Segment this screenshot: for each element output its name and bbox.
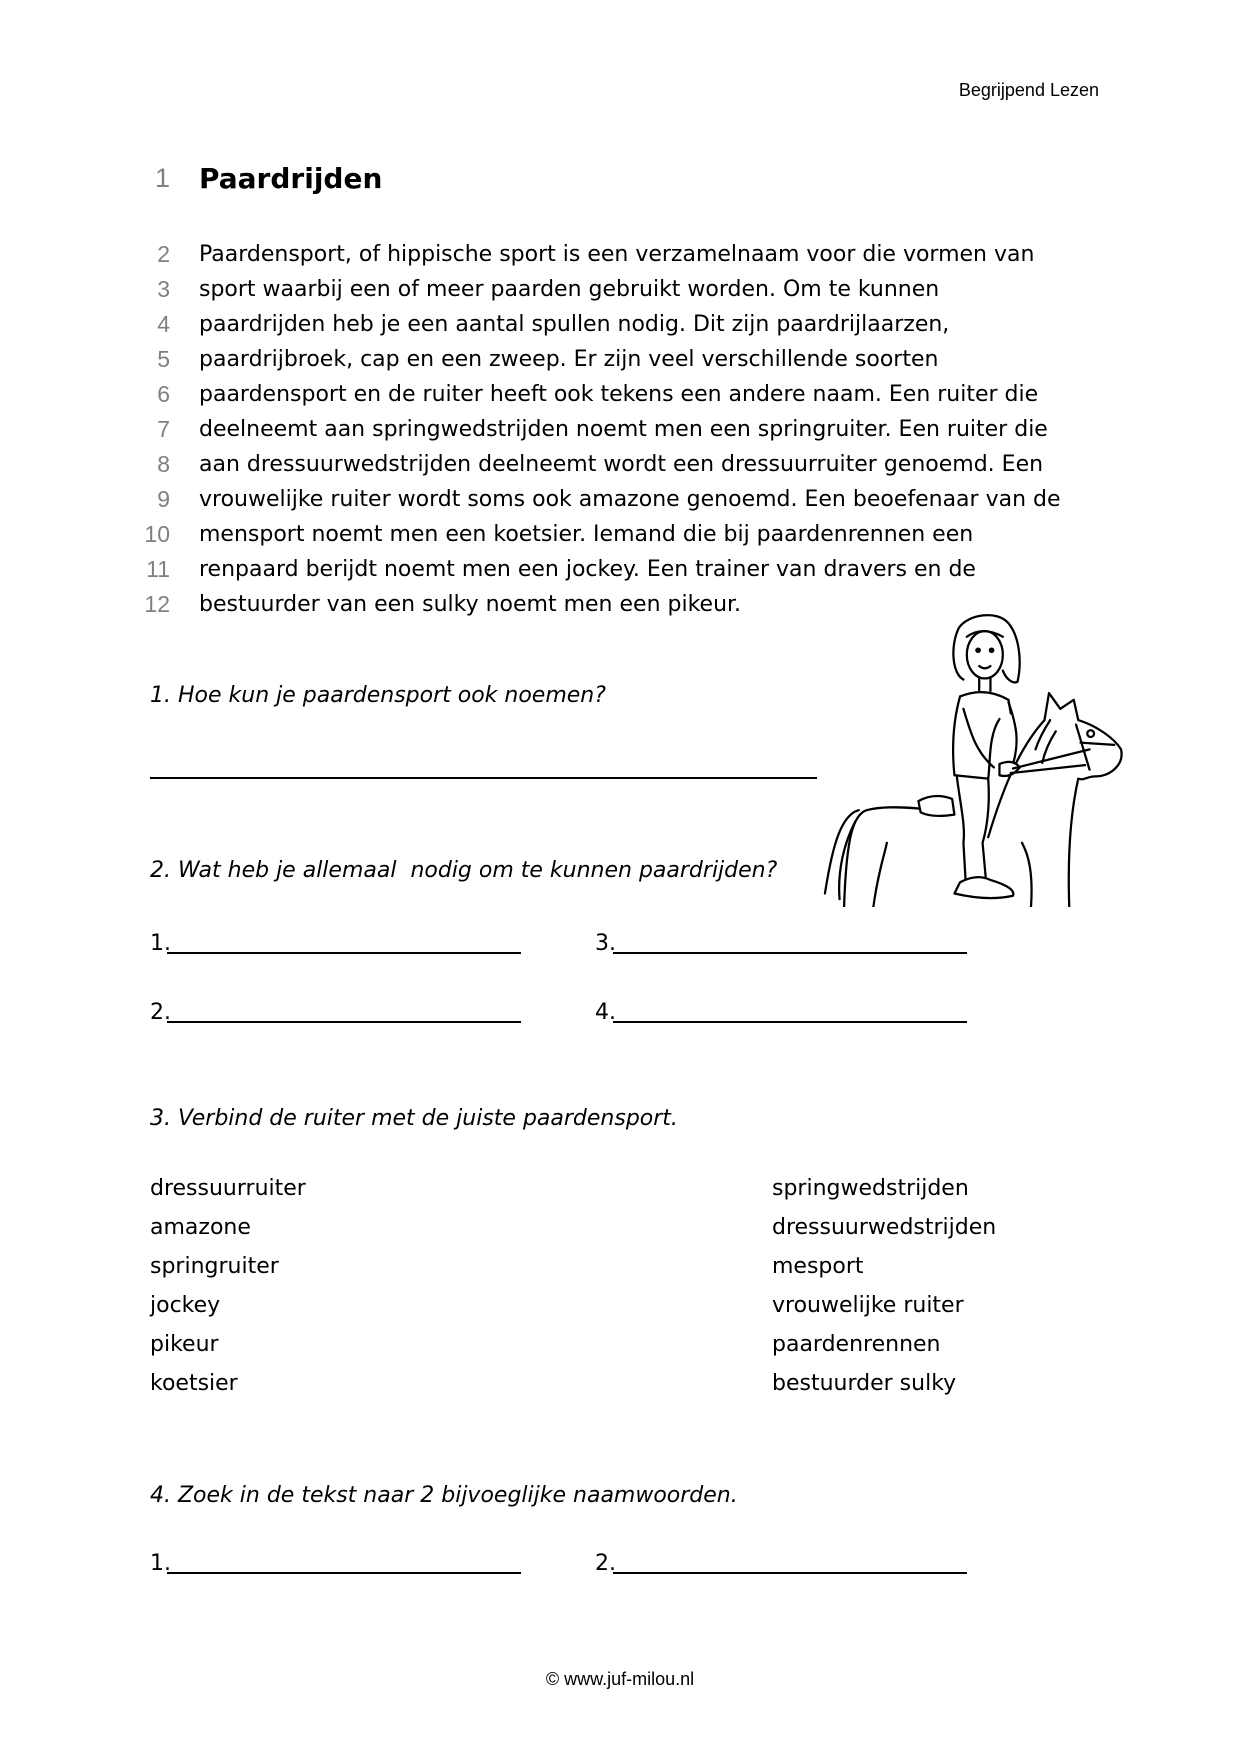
list-item: jockey <box>150 1293 221 1318</box>
list-item: springwedstrijden <box>772 1176 969 1201</box>
page-footer: © www.juf-milou.nl <box>545 1669 695 1689</box>
answer-label: 2. <box>595 1551 616 1576</box>
line-number: 3 <box>157 276 170 302</box>
riders-list <box>150 1169 306 1403</box>
line-number: 11 <box>146 556 170 582</box>
line-text: sport waarbij een of meer paarden gebruikt worden. Om te kunnen <box>199 277 940 302</box>
line-text: paardrijden heb je een aantal spullen nodig. Dit zijn paardrijlaarzen, <box>199 312 950 337</box>
text-line <box>118 447 1061 482</box>
answer-line <box>150 777 817 779</box>
line-text: renpaard berijdt noemt men een jockey. Een trainer van dravers en de <box>199 557 976 582</box>
line-text: vrouwelijke ruiter wordt soms ook amazone genoemd. Een beoefenaar van de <box>199 487 1061 512</box>
line-number: 9 <box>157 486 170 512</box>
list-item: pikeur <box>150 1332 219 1357</box>
line-text: bestuurder van een sulky noemt men een pikeur. <box>199 592 742 617</box>
line-number: 7 <box>157 416 170 442</box>
list-item: mesport <box>772 1254 864 1279</box>
answer-label: 2. <box>150 1000 171 1025</box>
answer-line <box>613 1572 967 1574</box>
question-2: 2. Wat heb je allemaal nodig om te kunnen paardrijden? <box>150 858 778 883</box>
question-1: 1. Hoe kun je paardensport ook noemen? <box>150 683 606 708</box>
list-item: koetsier <box>150 1371 238 1396</box>
list-item: dressuurruiter <box>150 1176 306 1201</box>
line-number: 8 <box>157 451 170 477</box>
answer-label: 1. <box>150 931 171 956</box>
answer-line <box>167 1021 521 1023</box>
line-number: 6 <box>157 381 170 407</box>
text-line <box>118 482 1061 517</box>
answer-line <box>613 1021 967 1023</box>
line-number: 2 <box>157 241 170 267</box>
list-item: springruiter <box>150 1254 279 1279</box>
list-item: amazone <box>150 1215 251 1240</box>
list-item: vrouwelijke ruiter <box>772 1293 964 1318</box>
text-line <box>118 412 1061 447</box>
line-text: paardensport en de ruiter heeft ook tekens een andere naam. Een ruiter die <box>199 382 1039 407</box>
sports-list <box>772 1169 996 1403</box>
line-number: 1 <box>154 162 170 193</box>
text-line <box>118 552 1061 587</box>
reading-text <box>118 237 1061 622</box>
answer-label: 1. <box>150 1551 171 1576</box>
text-line <box>118 272 1061 307</box>
line-number: 12 <box>144 591 170 617</box>
line-text: Paardensport, of hippische sport is een verzamelnaam voor die vormen van <box>199 242 1035 267</box>
list-item: bestuurder sulky <box>772 1371 957 1396</box>
answer-label: 3. <box>595 931 616 956</box>
line-text: paardrijbroek, cap en een zweep. Er zijn veel verschillende soorten <box>199 347 939 372</box>
girl-riding-horse-illustration <box>819 612 1127 907</box>
list-item: dressuurwedstrijden <box>772 1215 997 1240</box>
text-line <box>118 342 1061 377</box>
line-text: deelneemt aan springwedstrijden noemt men een springruiter. Een ruiter die <box>199 417 1048 442</box>
line-text: mensport noemt men een koetsier. Iemand die bij paardenrennen een <box>199 522 974 547</box>
text-line <box>118 237 1061 272</box>
text-line <box>118 307 1061 342</box>
text-line <box>118 517 1061 552</box>
page-title: Paardrijden <box>199 161 383 195</box>
question-4: 4. Zoek in de tekst naar 2 bijvoeglijke naamwoorden. <box>150 1483 738 1508</box>
answer-line <box>613 952 967 954</box>
answer-line <box>167 1572 521 1574</box>
text-line <box>118 377 1061 412</box>
line-number: 4 <box>157 311 170 337</box>
line-text: aan dressuurwedstrijden deelneemt wordt een dressuurruiter genoemd. Een <box>199 452 1044 477</box>
line-number: 5 <box>157 346 170 372</box>
page-header-label: Begrijpend Lezen <box>958 80 1099 100</box>
title-row <box>118 156 382 200</box>
line-number: 10 <box>144 521 170 547</box>
list-item: paardenrennen <box>772 1332 941 1357</box>
question-3: 3. Verbind de ruiter met de juiste paardensport. <box>150 1106 678 1131</box>
answer-line <box>167 952 521 954</box>
answer-label: 4. <box>595 1000 616 1025</box>
